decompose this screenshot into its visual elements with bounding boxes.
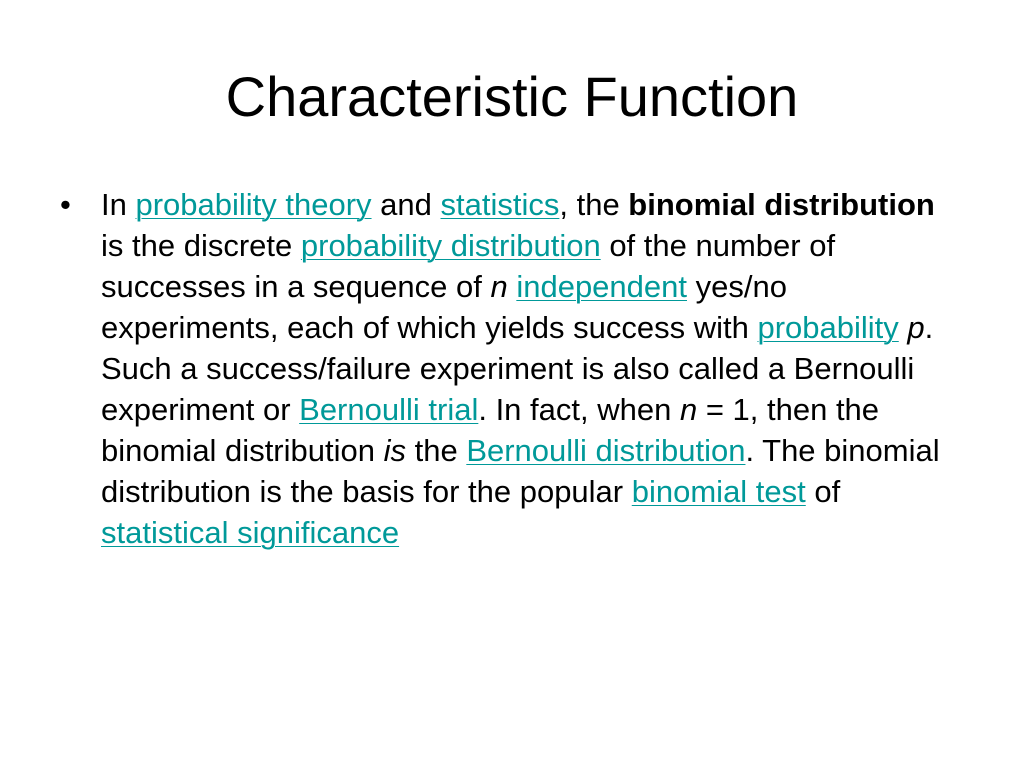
- text-segment: and: [371, 187, 441, 222]
- variable-p: p: [907, 310, 925, 345]
- link-bernoulli-distribution[interactable]: Bernoulli distribution: [466, 433, 746, 468]
- link-probability-theory[interactable]: probability theory: [135, 187, 372, 222]
- link-bernoulli-trial[interactable]: Bernoulli trial: [299, 392, 479, 427]
- text-segment: In: [101, 187, 136, 222]
- link-binomial-test[interactable]: binomial test: [631, 474, 806, 509]
- bullet-paragraph: [101, 184, 960, 553]
- slide-title: Characteristic Function: [225, 65, 799, 128]
- link-independent[interactable]: independent: [516, 269, 687, 304]
- text-segment: is the discrete: [101, 228, 301, 263]
- link-probability[interactable]: probability: [757, 310, 899, 345]
- bullet-dot-icon: •: [60, 187, 71, 222]
- link-statistics[interactable]: statistics: [440, 187, 560, 222]
- bullet-item: [60, 184, 960, 553]
- text-segment: . In fact, when: [478, 392, 680, 427]
- text-segment: . The binomial distribution is the basis for the popular: [101, 433, 940, 509]
- text-segment: of: [805, 474, 841, 509]
- text-segment: the: [405, 433, 467, 468]
- italic-word-is: is: [383, 433, 406, 468]
- bold-term-binomial-distribution: binomial distribution: [628, 187, 935, 222]
- variable-n: n: [490, 269, 508, 304]
- text-segment: of the number of successes in a sequence of: [101, 228, 836, 304]
- variable-n: n: [679, 392, 698, 427]
- text-segment: . Such a success/failure experiment is also called a Bernoulli experiment or: [101, 310, 934, 427]
- text-segment: , the: [559, 187, 629, 222]
- link-statistical-significance[interactable]: statistical significance: [101, 515, 400, 550]
- text-segment: = 1, then the binomial distribution: [101, 392, 880, 468]
- link-probability-distribution[interactable]: probability distribution: [300, 228, 601, 263]
- text-segment: yes/no experiments, each of which yields success with: [101, 269, 787, 345]
